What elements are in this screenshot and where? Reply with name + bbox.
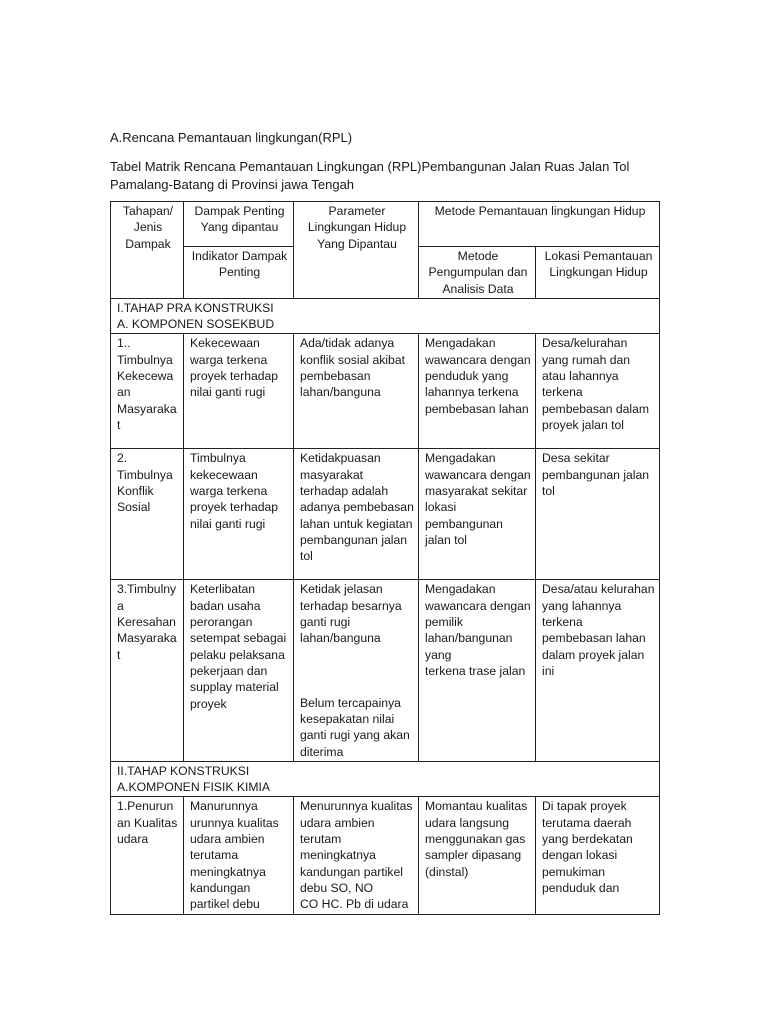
- parameter-text-b: CO HC. Pb di udara: [300, 897, 409, 912]
- cell-lokasi: Desa/atau kelurahan yang lahannya terkena pembebasan lahan dalam proyek jalan ini: [536, 580, 660, 761]
- section-cell: [111, 761, 660, 797]
- cell-metode: [419, 580, 536, 761]
- metode-text-a: Mengadakan wawancara dengan pemilik lahan/bangunan yang: [425, 582, 531, 662]
- section-row-pra-konstruksi: [111, 298, 660, 334]
- parameter-text-b: Belum tercapainya kesepakatan nilai ganti rugi yang akan diterima: [300, 695, 410, 759]
- table-row: [111, 334, 660, 449]
- cell-parameter: [294, 797, 419, 914]
- cell-parameter: [294, 580, 419, 761]
- cell-lokasi: Desa sekitar pembangunan jalan tol: [536, 449, 660, 580]
- cell-indikator: Manurunnya urunnya kualitas udara ambien terutama meningkatnya kandungan partikel debu: [184, 797, 294, 914]
- parameter-text-a: Ketidak jelasan terhadap besarnya ganti rugi lahan/banguna: [300, 582, 402, 646]
- section-subtitle: A.KOMPONEN FISIK KIMIA: [117, 780, 271, 795]
- cell-lokasi: Desa/kelurahan yang rumah dan atau lahannya terkena pembebasan dalam proyek jalan tol: [536, 334, 660, 449]
- section-subtitle: A. KOMPONEN SOSEKBUD: [117, 317, 275, 332]
- section-title: I.TAHAP PRA KONSTRUKSI: [117, 300, 274, 315]
- cell-indikator: Kekecewaan warga terkena proyek terhadap nilai ganti rugi: [184, 334, 294, 449]
- cell-parameter: Ketidakpuasan masyarakat terhadap adalah adanya pembebasan lahan untuk kegiatan pembangunan jalan tol: [294, 449, 419, 580]
- cell-jenis: 2. Timbulnya Konflik Sosial: [111, 449, 184, 580]
- header-metode-pengumpulan: Metode Pengumpulan dan Analisis Data: [419, 247, 536, 299]
- cell-indikator: Keterlibatan badan usaha perorangan setempat sebagai pelaku pelaksana pekerjaan dan supplay material proyek: [184, 580, 294, 761]
- metode-text-b: terkena trase jalan: [425, 663, 526, 678]
- header-tahapan: Tahapan/ Jenis Dampak: [111, 202, 184, 299]
- table-caption: Tabel Matrik Rencana Pemantauan Lingkungan (RPL)Pembangunan Jalan Ruas Jalan Tol Pamalang-Batang di Provinsi jawa Tengah: [110, 159, 630, 192]
- cell-jenis: 1.. Timbulnya Kekecewaan Masyarakat: [111, 334, 184, 449]
- section-cell: [111, 298, 660, 334]
- cell-indikator: Timbulnya kekecewaan warga terkena proyek terhadap nilai ganti rugi: [184, 449, 294, 580]
- section-title: II.TAHAP KONSTRUKSI: [117, 763, 250, 778]
- header-indikator: Indikator Dampak Penting: [184, 247, 294, 299]
- header-parameter: Parameter Lingkungan Hidup Yang Dipantau: [294, 202, 419, 299]
- section-heading: A.Rencana Pemantauan lingkungan(RPL): [110, 130, 353, 145]
- header-dampak-penting: Dampak Penting Yang dipantau: [184, 202, 294, 247]
- cell-jenis: 3.Timbulnya Keresahan Masyarakat: [111, 580, 184, 761]
- table-row: [111, 449, 660, 580]
- cell-jenis: 1.Penurunan Kualitas udara: [111, 797, 184, 914]
- cell-lokasi: Di tapak proyek terutama daerah yang berdekatan dengan lokasi pemukiman penduduk dan: [536, 797, 660, 914]
- cell-metode: Mengadakan wawancara dengan penduduk yang lahannya terkena pembebasan lahan: [419, 334, 536, 449]
- cell-metode: Momantau kualitas udara langsung menggunakan gas sampler dipasang (dinstal): [419, 797, 536, 914]
- table-row: [111, 797, 660, 914]
- cell-metode: Mengadakan wawancara dengan masyarakat sekitar lokasi pembangunan jalan tol: [419, 449, 536, 580]
- header-metode-group: Metode Pemantauan lingkungan Hidup: [419, 202, 660, 247]
- header-lokasi: Lokasi Pemantauan Lingkungan Hidup: [536, 247, 660, 299]
- section-row-konstruksi: [111, 761, 660, 797]
- table-header-row: [111, 202, 660, 247]
- table-row: [111, 580, 660, 761]
- parameter-text-a: Menurunnya kualitas udara ambien terutam meningkatnya kandungan partikel debu SO, NO: [300, 799, 413, 895]
- cell-parameter: Ada/tidak adanya konflik sosial akibat pembebasan lahan/banguna: [294, 334, 419, 449]
- rpl-matrix-table: [110, 201, 660, 915]
